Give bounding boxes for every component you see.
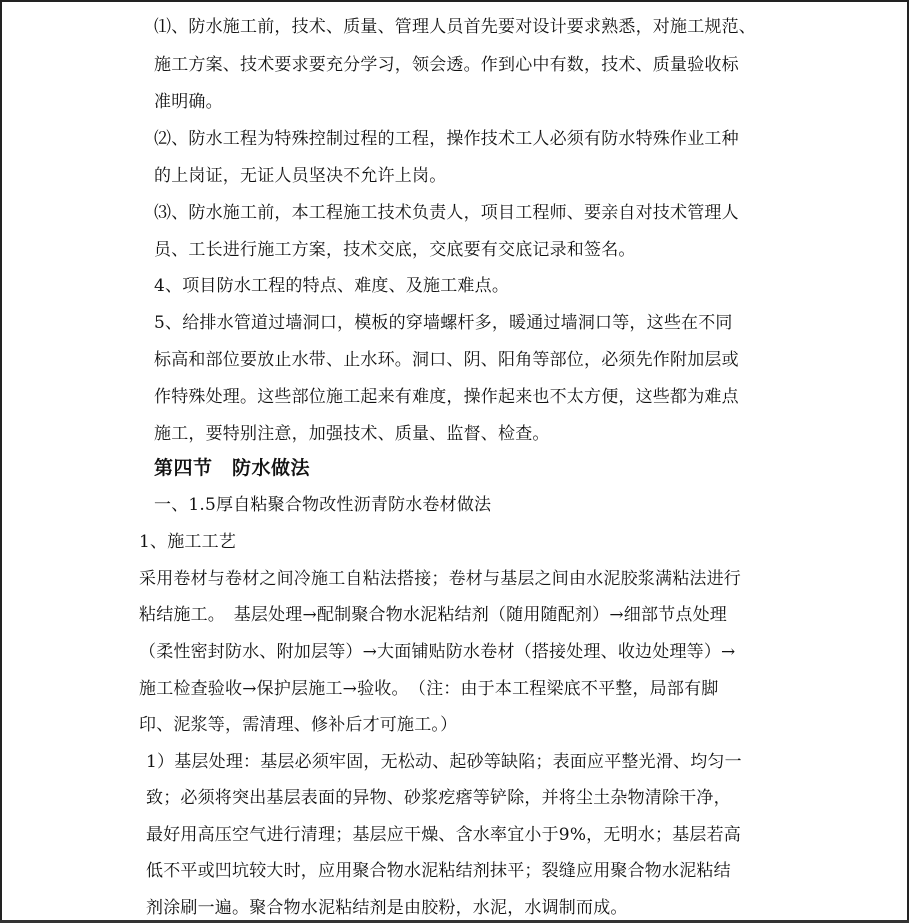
process-line: 印、泥浆等，需清理、修补后才可施工。）: [139, 715, 458, 735]
paragraph-line: 作特殊处理。这些部位施工起来有难度，操作起来也不太方便，这些都为难点: [154, 387, 739, 407]
paragraph-line: 施工方案、技术要求要充分学习，领会透。作到心中有数，技术、质量验收标: [154, 55, 739, 75]
paragraph-line: ⑴、防水施工前，技术、质量、管理人员首先要对设计要求熟悉，对施工规范、: [154, 17, 756, 37]
process-line: 施工检查验收→保护层施工→验收。 （注：由于本工程梁底不平整，局部有脚: [139, 679, 719, 699]
process-line: 粘结施工。 基层处理→配制聚合物水泥粘结剂（随用随配剂）→细部节点处理: [139, 605, 727, 625]
paragraph-line: 准明确。: [154, 92, 223, 112]
base-treatment-line: 低不平或凹坑较大时，应用聚合物水泥粘结剂抹平；裂缝应用聚合物水泥粘结: [146, 861, 731, 881]
paragraph-line: 5、给排水管道过墙洞口，模板的穿墙螺杆多，暖通过墙洞口等，这些在不同: [154, 313, 733, 333]
paragraph-line: 4、项目防水工程的特点、难度、及施工难点。: [154, 276, 510, 296]
process-line: （柔性密封防水、附加层等）→大面铺贴防水卷材（搭接处理、收边处理等）→: [139, 642, 736, 662]
subheading: 一、1.5厚自粘聚合物改性沥青防水卷材做法: [154, 495, 492, 515]
base-treatment-line: 最好用高压空气进行清理；基层应干燥、含水率宜小于9%，无明水；基层若高: [146, 825, 741, 845]
section-heading: 第四节 防水做法: [154, 457, 311, 479]
process-line: 采用卷材与卷材之间冷施工自粘法搭接；卷材与基层之间由水泥胶浆满粘法进行: [139, 569, 741, 589]
paragraph-line: ⑵、防水工程为特殊控制过程的工程，操作技术工人必须有防水特殊作业工种: [154, 129, 739, 149]
paragraph-line: ⑶、防水施工前，本工程施工技术负责人，项目工程师、要亲自对技术管理人: [154, 203, 739, 223]
base-treatment-line: 剂涂刷一遍。聚合物水泥粘结剂是由胶粉，水泥，水调制而成。: [146, 898, 628, 918]
base-treatment-line: 致；必须将突出基层表面的异物、砂浆疙瘩等铲除，并将尘土杂物清除干净，: [146, 788, 731, 808]
base-treatment-line: 1）基层处理：基层必须牢固，无松动、起砂等缺陷；表面应平整光滑、均匀一: [146, 752, 742, 772]
paragraph-line: 员、工长进行施工方案，技术交底，交底要有交底记录和签名。: [154, 240, 636, 260]
paragraph-line: 的上岗证，无证人员坚决不允许上岗。: [154, 166, 447, 186]
paragraph-line: 标高和部位要放止水带、止水环。洞口、阴、阳角等部位，必须先作附加层或: [154, 350, 739, 370]
paragraph-line: 施工，要特别注意，加强技术、质量、监督、检查。: [154, 424, 550, 444]
item-title: 1、施工工艺: [139, 532, 237, 552]
